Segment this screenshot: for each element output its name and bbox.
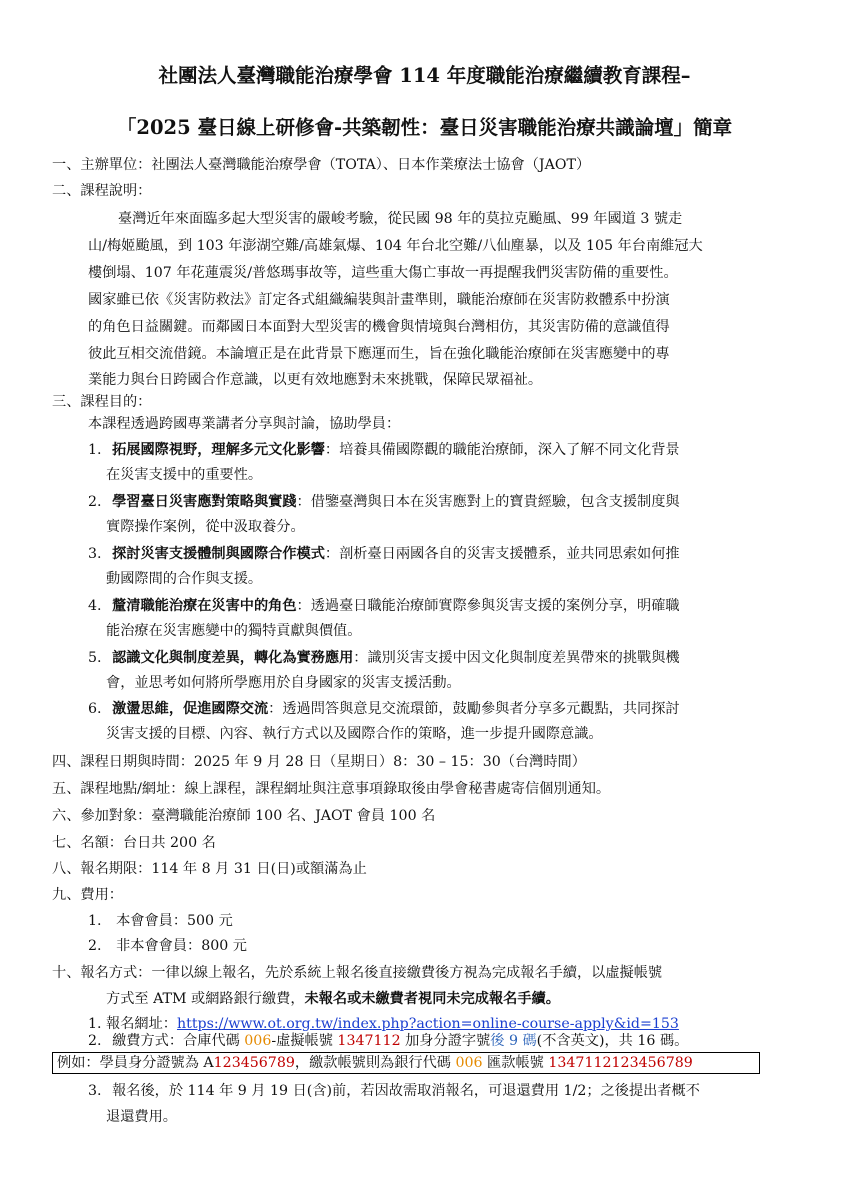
document-title-line1: 社團法人臺灣職能治療學會 114 年度職能治療繼續教育課程– xyxy=(158,64,691,87)
section-date-time: 四、課程日期與時間：2025 年 9 月 28 日（星期日）8：30 – 15：30（台灣時間） xyxy=(52,754,586,770)
registration-url-label: 1. 報名網址： xyxy=(88,1016,177,1032)
description-line: 業能力與台日跨國合作意識，以更有效地應對未來挑戰，保障民眾福祉。 xyxy=(88,372,543,388)
registration-line2 xyxy=(106,989,560,1009)
registration-payment-text: 方式至 ATM 或網路銀行繳費， xyxy=(106,991,305,1007)
goal-item xyxy=(88,596,680,616)
description-line: 臺灣近年來面臨多起大型災害的嚴峻考驗，從民國 98 年的莫拉克颱風、99 年國道 3 號走 xyxy=(118,211,683,227)
goal-item xyxy=(88,648,680,668)
goal-item xyxy=(88,544,680,564)
registration-warning: 未報名或未繳費者視同未完成報名手續。 xyxy=(304,991,560,1007)
goal-continuation: 在災害支援中的重要性。 xyxy=(106,467,263,483)
id-digits-highlight: 後 9 碼 xyxy=(490,1033,537,1049)
goal-text: ：透過問答與意見交流環節，鼓勵參與者分享多元觀點，共同探討 xyxy=(268,701,680,717)
section-organizer: 一、主辦單位：社團法人臺灣職能治療學會（TOTA）、日本作業療法士協會（JAOT） xyxy=(52,157,591,173)
goal-number: 4. xyxy=(88,598,102,614)
registration-url-link[interactable]: https://www.ot.org.tw/index.php?action=online-course-apply&id=153 xyxy=(176,1016,679,1032)
goal-item xyxy=(88,492,680,512)
description-line: 的角色日益關鍵。而鄰國日本面對大型災害的機會與情境與台灣相仿，其災害防備的意識值得 xyxy=(88,319,670,335)
example-id-digits: 123456789 xyxy=(213,1055,295,1071)
cancellation-row xyxy=(88,1081,700,1101)
payment-method-row xyxy=(88,1031,688,1051)
example-label: ，繳款帳號則為銀行代碼 xyxy=(294,1055,456,1071)
fee-text: 非本會會員：800 元 xyxy=(116,938,247,954)
goal-number: 3. xyxy=(88,546,102,562)
description-line: 樓倒塌、107 年花蓮震災/普悠瑪事故等，這些重大傷亡事故一再提醒我們災害防備的重要性。 xyxy=(88,265,678,281)
cancellation-continuation: 退還費用。 xyxy=(106,1109,177,1125)
document-title-line2: 「2025 臺日線上研修會-共築韌性：臺日災害職能治療共識論壇」簡章 xyxy=(116,116,733,139)
cancellation-text: 報名後，於 114 年 9 月 19 日(含)前，若因故需取消報名，可退還費用 1/2；之後提出者概不 xyxy=(112,1083,700,1099)
payment-text: -虛擬帳號 xyxy=(271,1033,338,1049)
payment-text: 加身分證字號 xyxy=(400,1033,491,1049)
payment-text: (不含英文)，共 16 碼。 xyxy=(536,1033,689,1049)
goal-number: 5. xyxy=(88,650,102,666)
virtual-account: 1347112 xyxy=(337,1033,401,1049)
goal-continuation: 會，並思考如何將所學應用於自身國家的災害支援活動。 xyxy=(106,675,461,691)
goal-text: ：借鑒臺灣與日本在災害應對上的寶貴經驗，包含支援制度與 xyxy=(296,494,680,510)
goal-bold-title: 釐清職能治療在災害中的角色 xyxy=(112,598,297,614)
goal-bold-title: 學習臺日災害應對策略與實踐 xyxy=(112,494,297,510)
goal-number: 1. xyxy=(88,442,102,458)
fee-number: 1. xyxy=(88,913,102,929)
example-bank-code: 006 xyxy=(455,1055,483,1071)
goal-continuation: 災害支援的目標、內容、執行方式以及國際合作的策略，進一步提升國際意識。 xyxy=(106,726,603,742)
fee-item xyxy=(88,936,247,956)
example-account-id: 123456789 xyxy=(611,1055,693,1071)
section-registration: 十、報名方式：一律以線上報名，先於系統上報名後直接繳費後方視為完成報名手續，以虛擬帳號 xyxy=(52,965,663,981)
bank-code: 006 xyxy=(244,1033,272,1049)
fee-number: 2. xyxy=(88,938,102,954)
fee-text: 本會會員：500 元 xyxy=(116,913,233,929)
goal-text: ：剖析臺日兩國各自的災害支援體系，並共同思索如何推 xyxy=(324,546,680,562)
goal-number: 6. xyxy=(88,701,102,717)
description-line: 彼此互相交流借鏡。本論壇正是在此背景下應運而生，旨在強化職能治療師在災害應變中的專 xyxy=(88,346,670,362)
goal-continuation: 能治療在災害應變中的獨特貢獻與價值。 xyxy=(106,623,362,639)
section-location: 五、課程地點/網址：線上課程，課程網址與注意事項錄取後由學會秘書處寄信個別通知。 xyxy=(52,781,611,797)
goal-bold-title: 拓展國際視野，理解多元文化影響 xyxy=(112,442,325,458)
description-line: 國家雖已依《災害防救法》訂定各式組織編裝與計畫準則，職能治療師在災害防救體系中扮演 xyxy=(88,292,670,308)
example-label: 匯款帳號 xyxy=(482,1055,549,1071)
section-quota: 七、名額：台日共 200 名 xyxy=(52,835,216,851)
example-label: 例如：學員身分證號為 A xyxy=(57,1055,214,1071)
description-line: 山/梅姬颱風，到 103 年澎湖空難/高雄氣爆、104 年台北空難/八仙塵暴，以及 105 年台南維冠大 xyxy=(88,238,703,254)
section-deadline: 八、報名期限：114 年 8 月 31 日(日)或額滿為止 xyxy=(52,861,367,877)
goal-number: 2. xyxy=(88,494,102,510)
section-goals-heading: 三、課程目的： xyxy=(52,394,152,410)
example-text xyxy=(57,1053,693,1073)
goal-item xyxy=(88,699,680,719)
section-participants: 六、參加對象：臺灣職能治療師 100 名、JAOT 會員 100 名 xyxy=(52,808,436,824)
goal-bold-title: 激盪思維，促進國際交流 xyxy=(112,701,269,717)
goal-bold-title: 探討災害支援體制與國際合作模式 xyxy=(112,546,325,562)
payment-text: 繳費方式：合庫代碼 xyxy=(112,1033,245,1049)
fee-item xyxy=(88,911,233,931)
goals-intro: 本課程透過跨國專業講者分享與討論，協助學員： xyxy=(88,416,401,432)
example-account: 1347112 xyxy=(548,1055,612,1071)
goal-bold-title: 認識文化與制度差異，轉化為實務應用 xyxy=(112,650,354,666)
payment-number: 2. xyxy=(88,1033,102,1049)
section-description-heading: 二、課程說明： xyxy=(52,183,152,199)
goal-text: ：培養具備國際觀的職能治療師，深入了解不同文化背景 xyxy=(324,442,680,458)
goal-continuation: 動國際間的合作與支援。 xyxy=(106,571,263,587)
goal-continuation: 實際操作案例，從中汲取養分。 xyxy=(106,519,305,535)
cancellation-number: 3. xyxy=(88,1083,102,1099)
goal-text: ：透過臺日職能治療師實際參與災害支援的案例分享，明確職 xyxy=(296,598,680,614)
goal-text: ：識別災害支援中因文化與制度差異帶來的挑戰與機 xyxy=(353,650,680,666)
goal-item xyxy=(88,440,680,460)
section-fees-heading: 九、費用： xyxy=(52,887,123,903)
